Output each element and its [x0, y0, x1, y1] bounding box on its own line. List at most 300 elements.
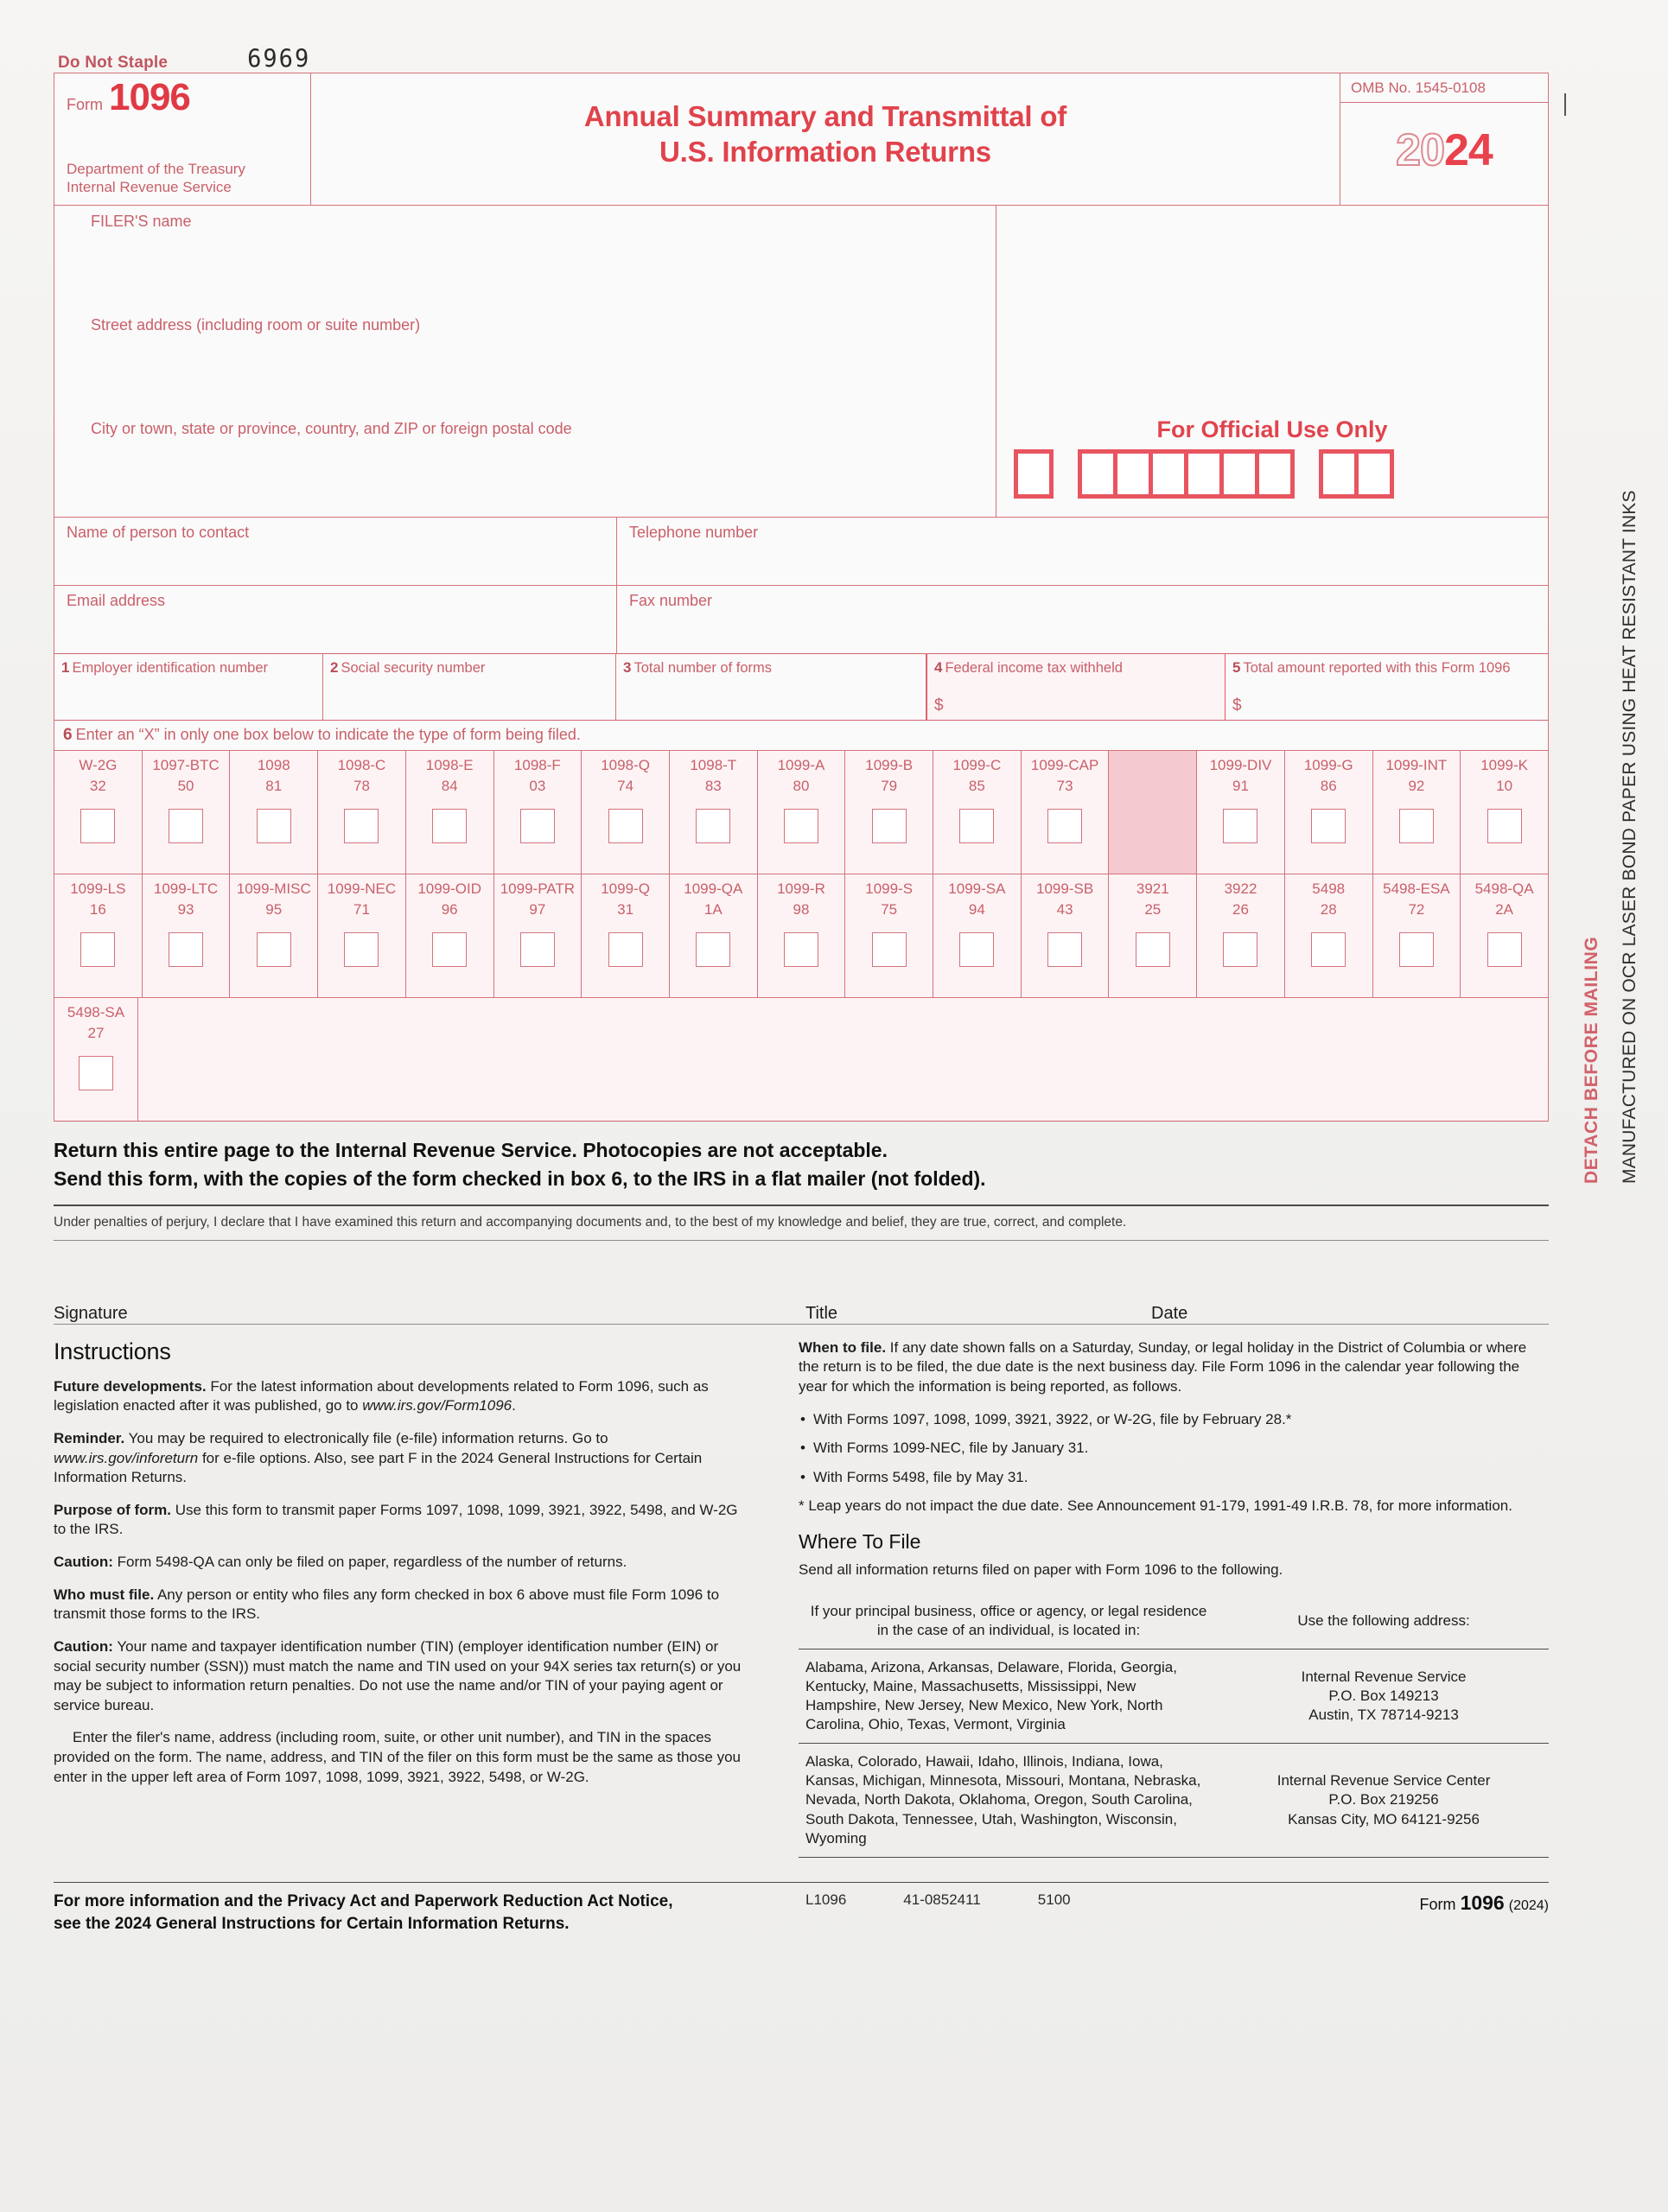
- filers-name-field[interactable]: [54, 206, 996, 309]
- ocr-cell[interactable]: [1259, 454, 1290, 494]
- address-table-col2-header: Use the following address:: [1219, 1593, 1549, 1649]
- footer-form-number: 1096: [1460, 1891, 1505, 1914]
- footer-ein: 41-0852411: [903, 1891, 981, 1908]
- form-type-code: 97: [529, 901, 546, 918]
- contact-person-label: Name of person to contact: [67, 524, 250, 541]
- form-type-name: 1098-E: [425, 757, 474, 773]
- box-3-total-number-of-forms[interactable]: [616, 654, 926, 720]
- form-type-cell-1099-ls[interactable]: [54, 874, 143, 997]
- form-type-checkbox[interactable]: [1047, 932, 1082, 967]
- form-type-name: 1099-S: [865, 880, 914, 897]
- form-type-checkbox[interactable]: [1487, 809, 1522, 843]
- form-type-cell-1099-div[interactable]: [1197, 751, 1285, 874]
- form-type-code: 85: [968, 778, 985, 795]
- ocr-cell[interactable]: [1359, 454, 1390, 494]
- ocr-box-group-2[interactable]: [1078, 449, 1295, 499]
- omb-year-block: [1340, 73, 1548, 205]
- leap-year-footnote: * Leap years do not impact the due date. See Announcement 91-179, 1991-49 I.R.B. 78, for more information.: [799, 1497, 1512, 1515]
- form-type-code: 91: [1232, 778, 1249, 795]
- form-type-code: 2A: [1495, 901, 1513, 918]
- form-type-code: 03: [529, 778, 546, 795]
- form-type-code: 71: [353, 901, 370, 918]
- box-1-employer-id-number[interactable]: [54, 654, 323, 720]
- address-line-3: Kansas City, MO 64121-9256: [1288, 1810, 1480, 1827]
- footer-form-year: (2024): [1508, 1897, 1549, 1913]
- box-2-number: 2: [330, 659, 339, 676]
- form-type-name: 1098-F: [513, 757, 561, 773]
- form-type-checkbox[interactable]: [169, 809, 203, 843]
- footer-catalog-code: L1096: [805, 1891, 847, 1908]
- enter-filer-info-paragraph: Enter the filer's name, address (including room, suite, or other unit number), and TIN in the spaces provided on the form. The name, address, and TIN of the filer on this form must be the same as those you enter in the upper left area of Form 1097, 1098, 1099, 3921, 3922, 5498, or W-2G.: [54, 1729, 742, 1785]
- caution-5498qa-title: Caution:: [54, 1554, 113, 1571]
- fax-number-field[interactable]: [617, 586, 1548, 653]
- email-address-label: Email address: [67, 592, 166, 609]
- reminder-paragraph: [54, 1429, 745, 1488]
- who-must-file-title: Who must file.: [54, 1586, 155, 1603]
- form-type-cell-3921[interactable]: [1109, 874, 1197, 997]
- form-type-checkbox[interactable]: [1223, 932, 1257, 967]
- when-to-file-bullet: • With Forms 1099-NEC, file by January 31.: [799, 1439, 1549, 1459]
- form-type-code: 81: [265, 778, 283, 795]
- form-header-strip: [54, 73, 1548, 206]
- form-type-name: 1099-CAP: [1030, 757, 1099, 773]
- instructions-left-column: [54, 1338, 745, 1858]
- form-type-name: 5498-ESA: [1383, 880, 1450, 897]
- form-type-checkbox[interactable]: [257, 932, 291, 967]
- form-type-name: 1099-R: [777, 880, 825, 897]
- form-type-name: 1099-OID: [417, 880, 482, 897]
- form-type-name: 3922: [1224, 880, 1257, 897]
- form-type-cell-1099-nec[interactable]: [318, 874, 406, 997]
- form-type-checkbox[interactable]: [1311, 809, 1346, 843]
- form-type-checkbox[interactable]: [1399, 809, 1434, 843]
- form-type-cell-1099-b[interactable]: [845, 751, 933, 874]
- form-type-checkbox[interactable]: [784, 809, 818, 843]
- instructions-right-column: [799, 1338, 1549, 1858]
- box-2-label: Social security number: [341, 660, 486, 676]
- form-type-cell-1099-cap[interactable]: [1022, 751, 1110, 874]
- signature-divider: [54, 1324, 1549, 1325]
- caution-tin-title: Caution:: [54, 1637, 113, 1655]
- form-type-cell-1099-qa[interactable]: [670, 874, 758, 997]
- form-type-code: 16: [89, 901, 106, 918]
- box-4-dollar-sign: $: [934, 696, 944, 715]
- form-type-cell-w-2g[interactable]: [54, 751, 143, 874]
- form-type-cell-blank: [1109, 751, 1197, 874]
- do-not-staple-label: Do Not Staple: [58, 54, 169, 72]
- form-type-code: 43: [1056, 901, 1073, 918]
- form-type-code: 78: [353, 778, 370, 795]
- form-type-checkbox[interactable]: [1487, 932, 1522, 967]
- ocr-cell[interactable]: [1117, 454, 1153, 494]
- address-mailing-block: [1219, 1744, 1549, 1857]
- ocr-cell[interactable]: [1018, 454, 1049, 494]
- form-type-cell-1099-sa[interactable]: [933, 874, 1022, 997]
- form-type-cell-1098-t[interactable]: [670, 751, 758, 874]
- form-type-code: 26: [1232, 901, 1249, 918]
- when-to-file-bullet: • With Forms 5498, file by May 31.: [799, 1468, 1549, 1488]
- form-type-cell-1098-q[interactable]: [582, 751, 670, 874]
- form-type-code: 74: [617, 778, 634, 795]
- form-type-row-3: [54, 998, 1548, 1122]
- address-table-body: [799, 1649, 1549, 1857]
- future-developments-text-a: For the latest information about developments related to Form 1096, such as legislation enacted after it was published, go to: [54, 1377, 709, 1414]
- form-type-name: 1099-B: [865, 757, 914, 773]
- who-must-file-text: Any person or entity who files any form checked in box 6 above must file Form 1096 to transmit those forms to the IRS.: [54, 1586, 720, 1623]
- box-2-social-security-number[interactable]: [323, 654, 616, 720]
- footer-notice-text: [54, 1891, 805, 1936]
- form-type-name: 1099-A: [777, 757, 825, 773]
- form-type-cell-5498[interactable]: [1285, 874, 1373, 997]
- contact-row-secondary: [54, 586, 1548, 654]
- numbered-entry-row: [54, 654, 1548, 721]
- form-type-code: 84: [441, 778, 458, 795]
- form-type-cell-1098-c[interactable]: [318, 751, 406, 874]
- tax-year-display: [1340, 103, 1548, 205]
- box-5-label: Total amount reported with this Form 1096: [1243, 660, 1511, 676]
- form-type-code: 31: [617, 901, 634, 918]
- street-address-label: Street address (including room or suite number): [91, 316, 421, 334]
- footer-product-code: 5100: [1037, 1891, 1071, 1908]
- form-type-cell-1099-a[interactable]: [758, 751, 846, 874]
- form-main-box: [54, 73, 1549, 1122]
- box-4-number: 4: [934, 659, 943, 676]
- form-type-cell-1099-q[interactable]: [582, 874, 670, 997]
- form-type-cell-1099-k[interactable]: [1461, 751, 1548, 874]
- perjury-declaration: Under penalties of perjury, I declare that I have examined this return and accompanying documents and, to the best of my knowledge and belief, they are true, correct, and complete.: [54, 1214, 1127, 1230]
- form-type-name: 5498-SA: [67, 1004, 125, 1020]
- address-table-row: [799, 1744, 1549, 1857]
- form-type-name: 1099-Q: [601, 880, 650, 897]
- form-type-checkbox[interactable]: [520, 932, 555, 967]
- form-type-cell-1099-s[interactable]: [845, 874, 933, 997]
- filer-address-column: [54, 206, 996, 517]
- form-type-checkbox[interactable]: [79, 1056, 113, 1090]
- form-number-label: 1096: [109, 76, 190, 118]
- form-type-checkbox[interactable]: [432, 809, 467, 843]
- form-type-checkbox[interactable]: [1399, 932, 1434, 967]
- reminder-title: Reminder.: [54, 1430, 125, 1447]
- ocr-scanline-number: 6969: [247, 45, 311, 73]
- form-type-cell-1099-sb[interactable]: [1022, 874, 1110, 997]
- future-developments-title: Future developments.: [54, 1377, 207, 1395]
- form-type-cell-1098-e[interactable]: [406, 751, 494, 874]
- fax-number-label: Fax number: [629, 592, 713, 609]
- return-notice-line-1: Return this entire page to the Internal Revenue Service. Photocopies are not acceptable.: [54, 1139, 888, 1161]
- form-type-code: 10: [1496, 778, 1513, 795]
- when-to-file-title: When to file.: [799, 1338, 887, 1356]
- form-type-cell-1099-c[interactable]: [933, 751, 1022, 874]
- form-type-cell-3922[interactable]: [1197, 874, 1285, 997]
- when-to-file-text: If any date shown falls on a Saturday, Sunday, or legal holiday in the District of Columbia or where the return is to be filed, the due date is the next business day. File Form 1096 in the calendar year following the year for which the information is being reported, as follows.: [799, 1338, 1527, 1395]
- form-type-cell-5498-qa[interactable]: [1461, 874, 1548, 997]
- official-use-ocr-boxes: [996, 449, 1548, 499]
- form-type-checkbox[interactable]: [520, 809, 555, 843]
- form-type-name: 1099-INT: [1385, 757, 1448, 773]
- where-to-file-intro: Send all information returns filed on paper with Form 1096 to the following.: [799, 1561, 1283, 1579]
- address-table-head: [799, 1593, 1549, 1649]
- do-not-staple-row: [54, 35, 1549, 73]
- date-field[interactable]: [1151, 1304, 1549, 1324]
- return-notice-line-2: Send this form, with the copies of the form checked in box 6, to the IRS in a flat mailer (not folded).: [54, 1167, 986, 1191]
- form-type-name: 5498: [1312, 880, 1346, 897]
- title-field[interactable]: [805, 1304, 1151, 1324]
- form-footer: [54, 1883, 1549, 1936]
- box-3-label: Total number of forms: [633, 660, 773, 676]
- form-type-code: 86: [1320, 778, 1337, 795]
- when-to-file-paragraph: [799, 1338, 1549, 1397]
- form-sheet: [54, 35, 1549, 1936]
- form-type-checkbox[interactable]: [872, 809, 907, 843]
- email-address-field[interactable]: [54, 586, 617, 653]
- form-type-name: 1099-MISC: [236, 880, 311, 897]
- caution-5498qa-paragraph: [54, 1553, 745, 1573]
- caution-tin-text: Your name and taxpayer identification number (TIN) (employer identification number (EIN) or social security number (SSN)) must match the name and TIN used on your 94X series tax return(s) or you may be subject to information return penalties. Do not use the name and/or TIN of your paying agent or service bureau.: [54, 1637, 742, 1713]
- form-type-cell-1098[interactable]: [230, 751, 318, 874]
- instructions-section: [54, 1338, 1549, 1858]
- form-type-checkbox[interactable]: [169, 932, 203, 967]
- box-6-text: Enter an “X” in only one box below to indicate the type of form being filed.: [75, 726, 581, 743]
- footer-notice-line-2: see the 2024 General Instructions for Certain Information Returns.: [54, 1914, 570, 1933]
- form-type-name: 5498-QA: [1474, 880, 1534, 897]
- side-margin-text: [1557, 60, 1661, 1192]
- ocr-cell[interactable]: [1082, 454, 1117, 494]
- address-table-row: [799, 1649, 1549, 1743]
- form-type-name: 1099-SB: [1036, 880, 1094, 897]
- form-type-checkbox[interactable]: [80, 932, 115, 967]
- address-line-1: Internal Revenue Service Center: [1276, 1772, 1491, 1789]
- for-official-use-only-block: [996, 415, 1548, 517]
- for-official-use-only-title: For Official Use Only: [1156, 416, 1388, 442]
- form-title-line-1: Annual Summary and Transmittal of: [583, 100, 1067, 133]
- form-type-checkbox[interactable]: [608, 932, 643, 967]
- omb-number-label: OMB No. 1545-0108: [1340, 73, 1548, 103]
- department-block: [67, 160, 310, 200]
- box-5-total-amount-reported[interactable]: [1226, 654, 1548, 720]
- form-title-line-2: U.S. Information Returns: [659, 136, 991, 168]
- box-1-number: 1: [61, 659, 70, 676]
- form-type-row-filler: [138, 998, 1548, 1121]
- return-instructions-notice: [54, 1136, 1549, 1194]
- ocr-cell[interactable]: [1153, 454, 1188, 494]
- form-type-code: 32: [89, 778, 106, 795]
- form-type-row-2: [54, 874, 1548, 998]
- footer-notice-line-1: For more information and the Privacy Act and Paperwork Reduction Act Notice,: [54, 1891, 673, 1910]
- form-type-cell-1099-r[interactable]: [758, 874, 846, 997]
- form-title-block: [311, 73, 1340, 205]
- box-1-label: Employer identification number: [72, 660, 268, 676]
- telephone-label: Telephone number: [629, 524, 759, 541]
- form-type-checkbox[interactable]: [1223, 809, 1257, 843]
- date-label: Date: [1151, 1303, 1188, 1323]
- form-type-code: 75: [881, 901, 898, 918]
- caution-5498qa-text: Form 5498-QA can only be filed on paper, regardless of the number of returns.: [112, 1554, 627, 1571]
- form-type-cell-1098-f[interactable]: [494, 751, 583, 874]
- form-type-name: 1099-LS: [70, 880, 126, 897]
- form-type-code: 98: [793, 901, 810, 918]
- form-type-name: 1097-BTC: [152, 757, 220, 773]
- form-type-checkbox[interactable]: [344, 932, 379, 967]
- footer-form-identity: [1420, 1891, 1549, 1915]
- form-type-code: 28: [1320, 901, 1337, 918]
- form-type-name: 1098-T: [690, 757, 737, 773]
- street-address-field[interactable]: [54, 309, 996, 413]
- tax-year-digits: 24: [1444, 125, 1493, 175]
- ocr-cell[interactable]: [1224, 454, 1259, 494]
- form-type-code: 27: [87, 1025, 105, 1042]
- department-line-1: Department of the Treasury: [67, 160, 245, 177]
- form-type-name: 1098-Q: [601, 757, 650, 773]
- form-type-checkbox[interactable]: [872, 932, 907, 967]
- form-type-name: W-2G: [79, 757, 118, 773]
- form-type-checkbox[interactable]: [608, 809, 643, 843]
- form-type-cell-1099-patr[interactable]: [494, 874, 583, 997]
- address-mailing-block: [1219, 1649, 1549, 1743]
- form-type-name: 1099-K: [1480, 757, 1529, 773]
- form-word-label: Form: [67, 96, 103, 113]
- form-type-checkbox[interactable]: [257, 809, 291, 843]
- purpose-of-form-text: Use this form to transmit paper Forms 1097, 1098, 1099, 3921, 3922, 5498, and W-2G to the IRS.: [54, 1501, 738, 1538]
- form-type-code: 80: [793, 778, 810, 795]
- where-to-file-heading: Where To File: [799, 1530, 921, 1554]
- irs-inforeturn-url[interactable]: www.irs.gov/inforeturn: [54, 1449, 199, 1466]
- form-type-code: 92: [1408, 778, 1425, 795]
- form-type-code: 93: [177, 901, 194, 918]
- official-use-column: [996, 206, 1548, 517]
- title-label: Title: [805, 1303, 838, 1323]
- form-type-name: 1098-C: [337, 757, 386, 773]
- form-type-code: 79: [881, 778, 898, 795]
- form-type-cell-1097-btc[interactable]: [143, 751, 231, 874]
- caution-tin-paragraph: [54, 1637, 745, 1715]
- when-to-file-bullet-list: [799, 1410, 1549, 1488]
- form-type-checkbox[interactable]: [432, 932, 467, 967]
- who-must-file-paragraph: [54, 1586, 745, 1624]
- form-type-name: 1098: [257, 757, 290, 773]
- form-type-name: 3921: [1136, 880, 1169, 897]
- form-number-block: [67, 76, 310, 118]
- form-type-name: 1099-DIV: [1209, 757, 1272, 773]
- future-developments-text-b: .: [512, 1397, 516, 1414]
- form-type-name: 1099-C: [952, 757, 1002, 773]
- ocr-box-group-1[interactable]: [1014, 449, 1054, 499]
- form-type-checkbox[interactable]: [1136, 932, 1170, 967]
- instructions-heading: Instructions: [54, 1338, 171, 1364]
- filers-name-label: FILER'S name: [91, 213, 192, 230]
- manufactured-notice-text: MANUFACTURED ON OCR LASER BOND PAPER USING HEAT RESISTANT INKS: [1620, 490, 1639, 1184]
- form-type-name: 1099-QA: [684, 880, 743, 897]
- ocr-cell[interactable]: [1323, 454, 1359, 494]
- address-states-list: Alaska, Colorado, Hawaii, Idaho, Illinois, Indiana, Iowa, Kansas, Michigan, Minnesota, Missouri, Montana, Nebraska, Nevada, North Dakota, Oklahoma, Oregon, South Carolina, South Dakota, Tennessee, Utah, Washington, Wisconsin, Wyoming: [799, 1744, 1219, 1857]
- form-type-cell-5498-esa[interactable]: [1373, 874, 1461, 997]
- footer-codes: [805, 1891, 1071, 1909]
- form-type-cell-5498-sa[interactable]: [54, 998, 138, 1121]
- box-6-instruction: [54, 721, 1548, 751]
- telephone-field[interactable]: [617, 518, 1548, 585]
- address-line-2: P.O. Box 149213: [1328, 1688, 1439, 1705]
- form-type-code: 1A: [703, 901, 723, 918]
- address-states-list: Alabama, Arizona, Arkansas, Delaware, Florida, Georgia, Kentucky, Maine, Massachusetts, Mississippi, New Hampshire, New Jersey, New Mexico, New York, North Carolina, Ohio, Texas, Vermont, Virginia: [799, 1649, 1219, 1743]
- department-line-2: Internal Revenue Service: [67, 178, 232, 195]
- form-type-name: 1099-SA: [948, 880, 1006, 897]
- reminder-text-b: for e-file options. Also, see part F in the 2024 General Instructions for Certain Information Returns.: [54, 1449, 703, 1486]
- box-5-number: 5: [1232, 659, 1241, 676]
- signature-row: [54, 1241, 1549, 1324]
- form-type-code: 72: [1408, 901, 1425, 918]
- footer-form-word: Form: [1419, 1895, 1456, 1913]
- form-type-name: 1099-NEC: [327, 880, 397, 897]
- box-6-number: 6: [63, 726, 73, 744]
- form-identity-block: [54, 73, 311, 205]
- city-state-zip-field[interactable]: [54, 413, 996, 517]
- filer-information-section: [54, 206, 1548, 518]
- form-type-checkbox[interactable]: [80, 809, 115, 843]
- form-type-code: 94: [968, 901, 985, 918]
- purpose-of-form-title: Purpose of form.: [54, 1501, 172, 1518]
- form-type-checkbox[interactable]: [696, 809, 730, 843]
- address-table-col1-header: If your principal business, office or agency, or legal residence in the case of an individual, is located in:: [799, 1593, 1219, 1649]
- form-type-checkbox[interactable]: [1311, 932, 1346, 967]
- form-type-name: 1099-LTC: [153, 880, 219, 897]
- purpose-of-form-paragraph: [54, 1501, 745, 1540]
- form-type-code: 50: [177, 778, 194, 795]
- box-3-number: 3: [623, 659, 632, 676]
- reminder-text-a: You may be required to electronically file (e-file) information returns. Go to: [124, 1430, 608, 1447]
- address-line-1: Internal Revenue Service: [1301, 1668, 1467, 1685]
- form-type-cell-1099-misc[interactable]: [230, 874, 318, 997]
- ocr-box-group-3[interactable]: [1319, 449, 1394, 499]
- where-to-file-address-table: [799, 1593, 1549, 1858]
- form-type-code: 73: [1056, 778, 1073, 795]
- form-type-checkbox[interactable]: [344, 809, 379, 843]
- address-line-3: Austin, TX 78714-9213: [1308, 1707, 1459, 1724]
- form-type-checkbox[interactable]: [959, 932, 994, 967]
- ocr-cell[interactable]: [1188, 454, 1224, 494]
- contact-row-primary: [54, 518, 1548, 586]
- form-type-cell-1099-g[interactable]: [1285, 751, 1373, 874]
- form-type-checkbox[interactable]: [784, 932, 818, 967]
- form-type-code: 95: [265, 901, 283, 918]
- city-state-zip-label: City or town, state or province, country, and ZIP or foreign postal code: [91, 420, 572, 437]
- box-4-label: Federal income tax withheld: [945, 660, 1123, 676]
- tax-year-century: 20: [1396, 125, 1444, 175]
- form-type-checkbox[interactable]: [959, 809, 994, 843]
- form-type-code: 96: [441, 901, 458, 918]
- box-5-dollar-sign: $: [1232, 696, 1242, 715]
- box-4-federal-income-tax-withheld[interactable]: [926, 654, 1226, 720]
- contact-person-field[interactable]: [54, 518, 617, 585]
- form-type-name: 1099-PATR: [500, 880, 576, 897]
- form-type-code: 83: [704, 778, 722, 795]
- form-type-name: 1099-G: [1303, 757, 1353, 773]
- form-type-row-1: [54, 751, 1548, 874]
- address-line-2: P.O. Box 219256: [1328, 1791, 1439, 1808]
- detach-before-mailing-text: DETACH BEFORE MAILING: [1582, 936, 1601, 1184]
- form-type-checkbox[interactable]: [696, 932, 730, 967]
- form-type-code: 25: [1144, 901, 1162, 918]
- signature-label: Signature: [54, 1303, 128, 1323]
- future-developments-paragraph: [54, 1377, 745, 1416]
- form-type-checkbox[interactable]: [1047, 809, 1082, 843]
- form-type-cell-1099-oid[interactable]: [406, 874, 494, 997]
- form-type-cell-1099-int[interactable]: [1373, 751, 1461, 874]
- irs-form1096-url[interactable]: www.irs.gov/Form1096: [362, 1397, 512, 1414]
- signature-field[interactable]: [54, 1304, 805, 1324]
- form-type-checkbox-grid: [54, 751, 1548, 1122]
- address-table-header-row: [799, 1593, 1549, 1649]
- form-type-cell-1099-ltc[interactable]: [143, 874, 231, 997]
- when-to-file-bullet: • With Forms 1097, 1098, 1099, 3921, 3922, or W-2G, file by February 28.*: [799, 1410, 1549, 1430]
